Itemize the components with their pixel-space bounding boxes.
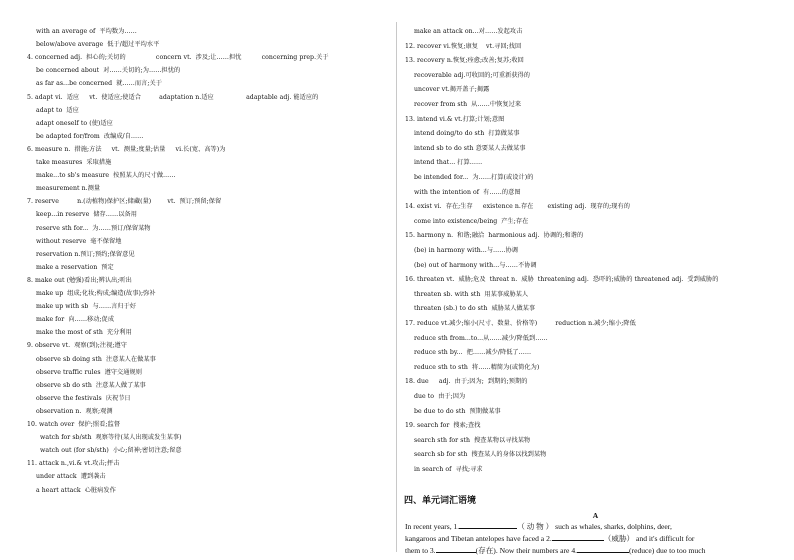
vocab-line: reduce sth to sth 将……精简为(或简化为) xyxy=(414,363,540,371)
vocab-line: keep...in reserve 储存……以备用 xyxy=(36,211,137,219)
vocab-line: make up 组成;化妆;构成;编造(故事);弥补 xyxy=(36,290,156,297)
vocab-line: observe traffic rules 遵守交通规则 xyxy=(36,368,142,376)
vocab-line: threaten sb. with sth 用某事威胁某人 xyxy=(414,290,529,298)
vocab-line: recover from sth 从……中恢复过来 xyxy=(414,101,522,108)
right-column xyxy=(397,0,794,560)
vocab-line: below/above average 低于/超过平均水平 xyxy=(36,41,160,49)
vocab-line: be due to do sth 预期做某事 xyxy=(414,407,501,415)
passage-text: （威胁） and it's difficult for xyxy=(603,534,695,543)
passage-line-1 xyxy=(405,521,770,533)
vocab-line: due to 由于;因为 xyxy=(414,393,466,400)
vocab-line: 19. search for 搜索;查找 xyxy=(405,422,481,430)
vocab-line: 5. adapt vi. 适应 vt. 使适应;使适合 adaptation n.适应 adaptable adj. 能适应的 xyxy=(27,93,319,101)
vocab-line: make a reservation 预定 xyxy=(36,263,114,271)
vocab-line: make an attack on...对……发起攻击 xyxy=(414,28,523,35)
vocab-line: be concerned about 对……关切的;为……担忧的 xyxy=(36,67,181,75)
vocab-line: observe the festivals 庆祝节日 xyxy=(36,394,131,402)
vocab-line: under attack 遭到袭击 xyxy=(36,473,106,481)
passage-text: In recent years, 1. xyxy=(405,522,460,531)
passage-text: (存在). Now their numbers are 4. xyxy=(475,546,578,555)
vocab-line: (be) in harmony with...与……协调 xyxy=(414,247,519,254)
answer-blank-2[interactable] xyxy=(552,533,604,541)
vocab-line: 11. attack n.,vi.& vt.攻击;抨击 xyxy=(27,460,120,468)
passage-text: kangaroos and Tibetan antelopes have faced a 2. xyxy=(405,534,552,543)
subsection-title: A xyxy=(592,511,599,520)
vocab-line: without reserve 毫不保留地 xyxy=(36,237,122,245)
vocab-line: as far as...be concerned 就……而言;关于 xyxy=(36,80,162,88)
vocab-line: with an average of 平均数为…… xyxy=(36,28,137,35)
vocab-line: intend that... 打算…… xyxy=(414,159,483,167)
vocab-line: be intended for... 为……打算(或设计)的 xyxy=(414,174,534,181)
vocab-line: 12. recover vi.恢复;康复 vt.寻回;找回 xyxy=(405,42,522,50)
vocab-line: reserve sth for... 为……预订/保留某物 xyxy=(36,224,151,232)
vocab-line: 6. measure n. 措施;方法 vt. 测量;度量;估量 vi.长(宽、高等)为 xyxy=(27,145,226,153)
passage-text: （ 动 物 ） such as whales, sharks, dolphins, deer, xyxy=(517,522,672,531)
vocab-line: make up with sb 与……言归于好 xyxy=(36,303,137,311)
vocab-line: recoverable adj.可收回的;可重新获得的 xyxy=(414,71,531,79)
vocab-line: 8. make out (勉强)看出;辨认出;听出 xyxy=(27,276,132,284)
vocab-line: with the intention of 有……的意图 xyxy=(414,188,521,196)
vocab-line: 13. recovery n.恢复;痊愈;改善;复苏;收回 xyxy=(405,57,524,65)
section-title: 四、单元词汇语境 xyxy=(404,496,477,506)
vocab-line: be adapted for/from 改编成/自…… xyxy=(36,132,144,140)
vocab-line: 7. reserve n.(动植物)保护区;储藏(量) vt. 预订;预留;保留 xyxy=(27,198,222,206)
vocab-line: measurement n.测量 xyxy=(36,185,101,193)
vocab-line: adapt oneself to (使)适应 xyxy=(36,119,113,127)
vocab-line: reduce sth by... 把……减少/降低了…… xyxy=(414,349,532,357)
vocab-line: take measures 采取措施 xyxy=(36,159,112,166)
vocab-line: a heart attack 心脏病发作 xyxy=(36,486,116,494)
vocab-line: 18. due adj. 由于;因为; 到期的;预期的 xyxy=(405,378,528,386)
vocab-line: uncover vt.揭开盖子;揭露 xyxy=(414,86,490,94)
answer-blank-3[interactable] xyxy=(436,545,476,553)
vocab-line: threaten (sb.) to do sth 威胁某人做某事 xyxy=(414,305,536,313)
vocab-line: make the most of sth 充分利用 xyxy=(36,329,132,337)
vocab-line: observation n. 观察;观测 xyxy=(36,407,113,415)
vocab-line: reservation n.预订;预约;保留意见 xyxy=(36,250,135,258)
passage-line-2 xyxy=(405,533,770,545)
vocab-line: 13. intend vi.& vt.打算;计划;意图 xyxy=(405,115,505,123)
passage-text: them to 3. xyxy=(405,546,436,555)
vocab-line: adapt to 适应 xyxy=(36,106,79,114)
vocab-line: 17. reduce vt.减少;缩小(尺寸、数量、价格等) reduction n.减少;缩小;降低 xyxy=(405,320,636,327)
vocab-line: 14. exist vi. 存在;生存 existence n.存在 existing adj. 现存的;现有的 xyxy=(405,203,630,211)
vocab-line: reduce sth from...to...从……减少/降低到…… xyxy=(414,334,548,342)
answer-blank-1[interactable] xyxy=(459,521,517,529)
vocab-line: come into existence/being 产生;存在 xyxy=(414,217,529,225)
vocab-line: search sb for sth 搜查某人的身体以找到某物 xyxy=(414,451,547,459)
vocab-line: watch out (for sb/sth) 小心;留神;密切注意;留意 xyxy=(40,447,182,455)
answer-blank-4[interactable] xyxy=(577,545,629,553)
vocab-line: observe sb do sth 注意某人做了某事 xyxy=(36,381,146,389)
vocab-line: 9. observe vt. 观察(到);注视;遵守 xyxy=(27,342,128,350)
vocab-line: (be) out of harmony with...与……不协调 xyxy=(414,261,537,269)
passage-text: (reduce) due to too much xyxy=(629,546,706,555)
vocab-line: 16. threaten vt. 威胁;危及 threat n. 威胁 threatening adj. 恐吓的;威胁的 threatened adj. 受到威胁的 xyxy=(405,276,719,284)
vocab-line: intend sb to do sth 意要某人去做某事 xyxy=(414,144,526,152)
vocab-line: 4. concerned adj. 担心的;关切的 concern vt. 涉及;让……担忧 concerning prep.关于 xyxy=(27,54,329,62)
passage-line-3 xyxy=(405,545,770,557)
vocab-line: 15. harmony n. 和谐;融洽 harmonious adj. 协调的;和谐的 xyxy=(405,232,584,240)
vocab-line: make...to sb's measure 按照某人的尺寸做…… xyxy=(36,172,176,180)
vocab-line: search sth for sth 搜查某物以寻找某物 xyxy=(414,436,531,444)
vocab-line: observe sb doing sth 注意某人在做某事 xyxy=(36,355,156,363)
vocab-line: 10. watch over 保护;照看;监督 xyxy=(27,421,120,428)
vocab-line: make for 向……移动;促成 xyxy=(36,316,115,324)
vocab-line: intend doing/to do sth 打算做某事 xyxy=(414,130,520,138)
vocab-line: watch for sb/sth 观察等待(某人出现或发生某事) xyxy=(40,434,182,442)
vocab-line: in search of 寻找;寻求 xyxy=(414,466,483,473)
